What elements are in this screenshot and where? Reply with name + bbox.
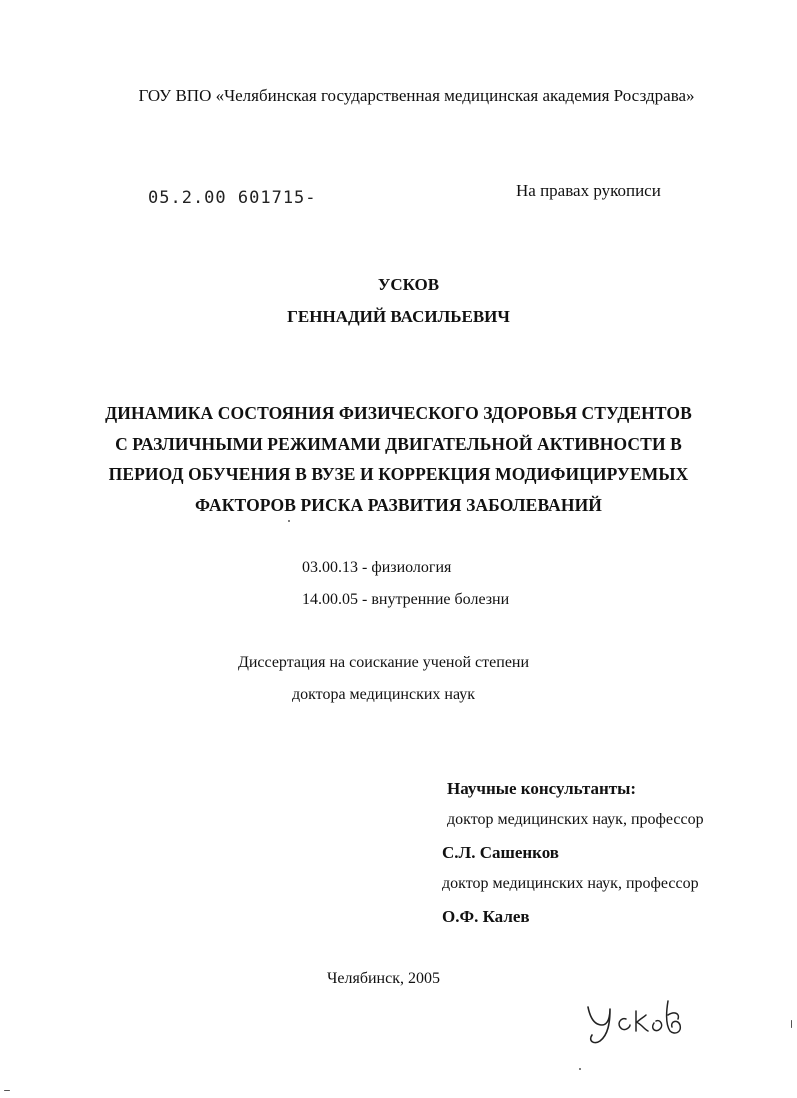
- dissertation-title: [0, 398, 797, 520]
- catalog-code: 05.2.00 601715-: [148, 188, 317, 208]
- manuscript-note: На правах рукописи: [516, 181, 661, 200]
- degree-line-2: доктора медицинских наук: [291, 686, 476, 703]
- specialty-physiology: 03.00.13 - физиология: [302, 559, 452, 576]
- specialty-internal-diseases: 14.00.05 - внутренние болезни: [302, 591, 510, 608]
- city-year: Челябинск, 2005: [327, 970, 440, 987]
- consultant-1-title: доктор медицинских наук, профессор: [447, 811, 704, 828]
- consultants-heading: Научные консультанты:: [447, 779, 637, 798]
- title-line: ДИНАМИКА СОСТОЯНИЯ ФИЗИЧЕСКОГО ЗДОРОВЬЯ СТУДЕНТОВ: [105, 403, 692, 423]
- handwritten-signature: [582, 995, 692, 1045]
- scan-speck: [288, 520, 290, 522]
- title-line: ФАКТОРОВ РИСКА РАЗВИТИЯ ЗАБОЛЕВАНИЙ: [195, 494, 602, 515]
- author-given-names: ГЕННАДИЙ ВАСИЛЬЕВИЧ: [287, 307, 510, 326]
- author-surname: УСКОВ: [377, 275, 440, 294]
- scan-speck: [791, 1020, 792, 1028]
- consultant-1-name: С.Л. Сашенков: [442, 843, 559, 862]
- scan-speck: [4, 1090, 10, 1091]
- title-line: С РАЗЛИЧНЫМИ РЕЖИМАМИ ДВИГАТЕЛЬНОЙ АКТИВНОСТИ В: [115, 433, 682, 454]
- consultant-2-title: доктор медицинских наук, профессор: [442, 875, 699, 892]
- consultant-2-name: О.Ф. Калев: [442, 907, 530, 926]
- institution-name: ГОУ ВПО «Челябинская государственная медицинская академия Росздрава»: [138, 86, 695, 105]
- scan-speck: [579, 1068, 581, 1070]
- degree-line-1: Диссертация на соискание ученой степени: [237, 654, 530, 671]
- title-line: ПЕРИОД ОБУЧЕНИЯ В ВУЗЕ И КОРРЕКЦИЯ МОДИФИЦИРУЕМЫХ: [108, 464, 689, 484]
